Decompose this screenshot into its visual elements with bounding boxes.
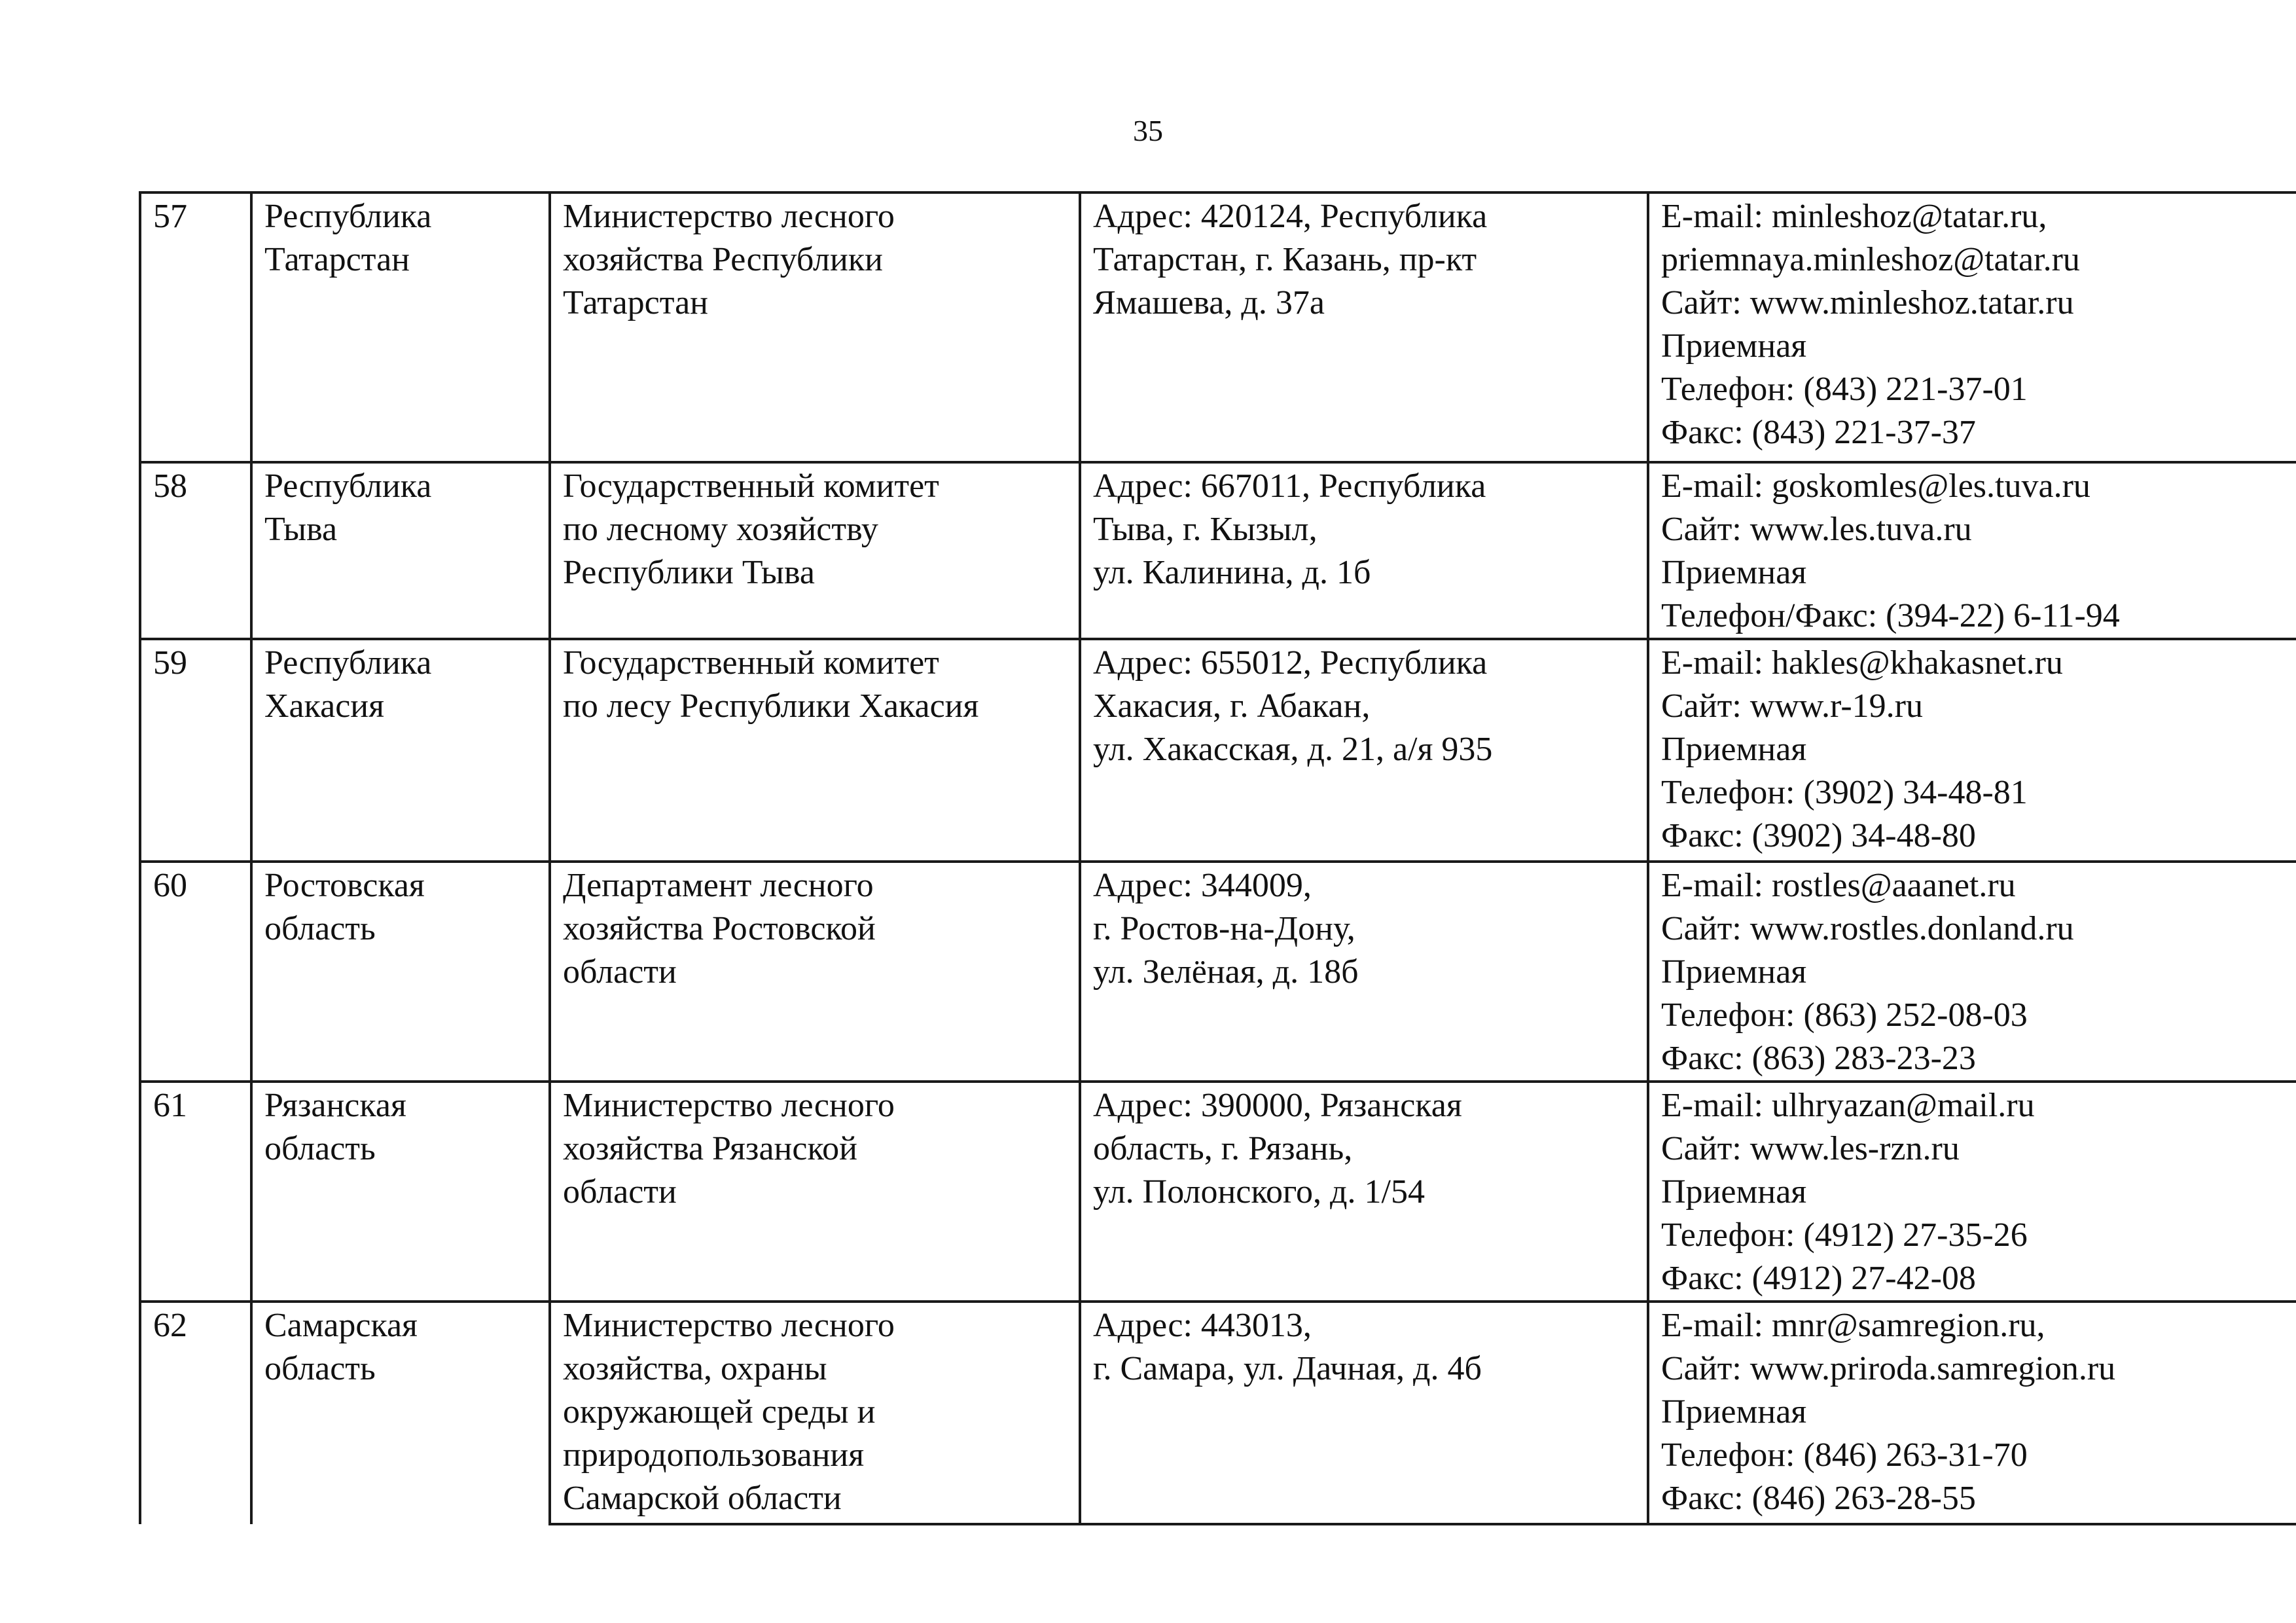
organization-cell: Министерство лесного хозяйства Рязанской области <box>550 1082 1080 1302</box>
page-number: 35 <box>1133 114 1163 147</box>
organization-cell: Государственный комитет по лесному хозяйству Республики Тыва <box>550 462 1080 639</box>
row-number: 60 <box>140 862 251 1082</box>
row-number: 57 <box>140 192 251 462</box>
contacts-cell: E-mail: ulhryazan@mail.ru Сайт: www.les-rzn.ru Приемная Телефон: (4912) 27-35-26 Факс: (4912) 27-42-08 <box>1648 1082 2296 1302</box>
contacts-cell: E-mail: rostles@aaanet.ru Сайт: www.rostles.donland.ru Приемная Телефон: (863) 252-08-03 Факс: (863) 283-23-23 <box>1648 862 2296 1082</box>
table-row <box>140 639 2296 862</box>
table-row <box>140 192 2296 462</box>
region-cell: Рязанская область <box>251 1082 550 1302</box>
region-cell: Самарская область <box>251 1302 550 1524</box>
region-cell: Республика Хакасия <box>251 639 550 862</box>
row-number: 62 <box>140 1302 251 1524</box>
contacts-cell: E-mail: hakles@khakasnet.ru Сайт: www.r-19.ru Приемная Телефон: (3902) 34-48-81 Факс: (3902) 34-48-80 <box>1648 639 2296 862</box>
contacts-cell: E-mail: goskomles@les.tuva.ru Сайт: www.les.tuva.ru Приемная Телефон/Факс: (394-22) 6-11-94 <box>1648 462 2296 639</box>
row-number: 59 <box>140 639 251 862</box>
address-cell: Адрес: 667011, Республика Тыва, г. Кызыл, ул. Калинина, д. 1б <box>1080 462 1648 639</box>
row-number: 58 <box>140 462 251 639</box>
region-cell: Республика Тыва <box>251 462 550 639</box>
table-row <box>140 1082 2296 1302</box>
organization-cell: Государственный комитет по лесу Республики Хакасия <box>550 639 1080 862</box>
table-row <box>140 462 2296 639</box>
forestry-contacts-table <box>139 191 2296 1525</box>
row-number: 61 <box>140 1082 251 1302</box>
contacts-cell: E-mail: minleshoz@tatar.ru, priemnaya.minleshoz@tatar.ru Сайт: www.minleshoz.tatar.ru Приемная Телефон: (843) 221-37-01 Факс: (843) 221-37-37 <box>1648 192 2296 462</box>
organization-cell: Министерство лесного хозяйства Республики Татарстан <box>550 192 1080 462</box>
region-cell: Ростовская область <box>251 862 550 1082</box>
table-row <box>140 862 2296 1082</box>
address-cell: Адрес: 390000, Рязанская область, г. Рязань, ул. Полонского, д. 1/54 <box>1080 1082 1648 1302</box>
table-row <box>140 1302 2296 1524</box>
address-cell: Адрес: 344009, г. Ростов-на-Дону, ул. Зелёная, д. 18б <box>1080 862 1648 1082</box>
organization-cell: Министерство лесного хозяйства, охраны окружающей среды и природопользования Самарской области <box>550 1302 1080 1524</box>
address-cell: Адрес: 655012, Республика Хакасия, г. Абакан, ул. Хакасская, д. 21, а/я 935 <box>1080 639 1648 862</box>
address-cell: Адрес: 443013, г. Самара, ул. Дачная, д. 4б <box>1080 1302 1648 1524</box>
region-cell: Республика Татарстан <box>251 192 550 462</box>
contacts-cell: E-mail: mnr@samregion.ru, Сайт: www.priroda.samregion.ru Приемная Телефон: (846) 263-31-70 Факс: (846) 263-28-55 <box>1648 1302 2296 1524</box>
organization-cell: Департамент лесного хозяйства Ростовской области <box>550 862 1080 1082</box>
address-cell: Адрес: 420124, Республика Татарстан, г. Казань, пр-кт Ямашева, д. 37а <box>1080 192 1648 462</box>
